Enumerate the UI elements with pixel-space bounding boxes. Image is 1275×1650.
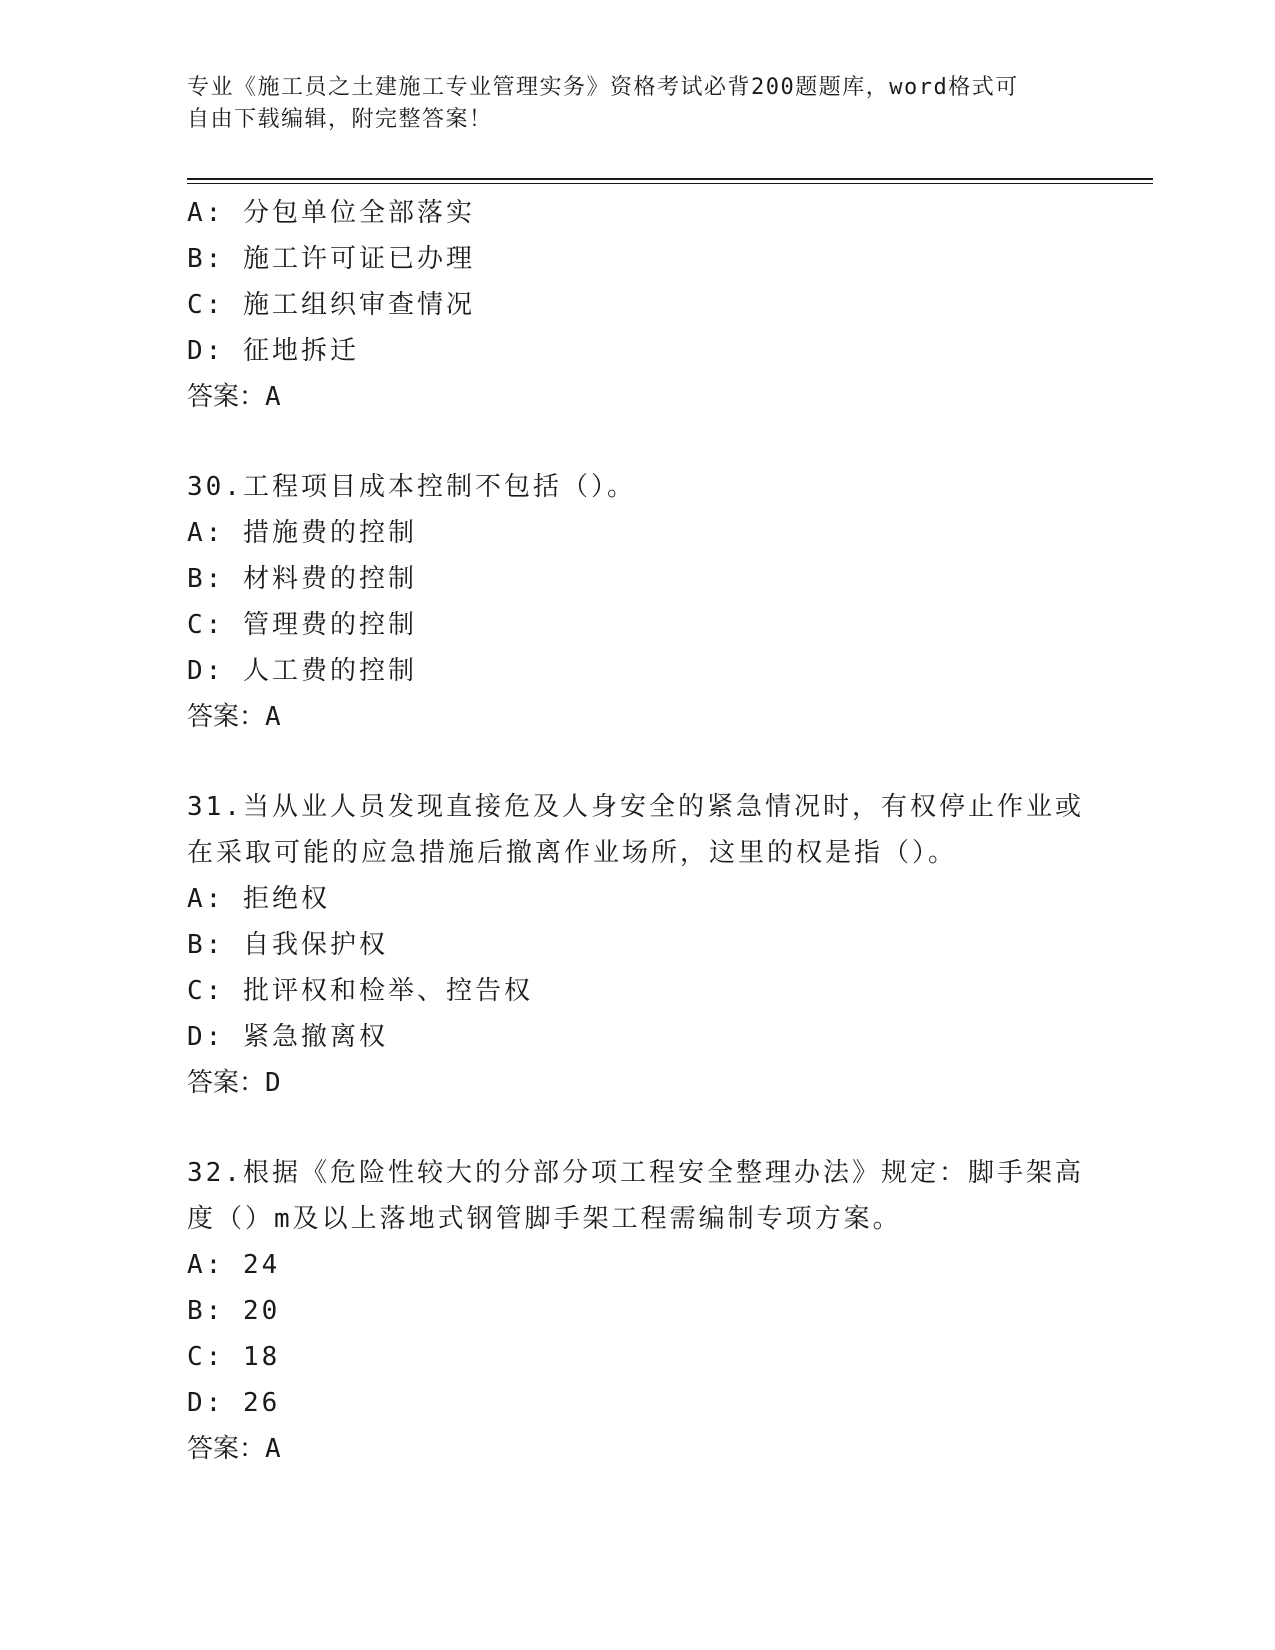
option-a: A: 分包单位全部落实 [187,198,475,228]
question-text-line-2: 在采取可能的应急措施后撤离作业场所，这里的权是指（）。 [187,838,958,868]
option-c: C: 批评权和检举、控告权 [187,976,533,1006]
answer-value: A [265,382,281,412]
question-text-line-1: 31.当从业人员发现直接危及人身安全的紧急情况时，有权停止作业或 [187,792,1084,822]
answer-value: A [265,702,281,732]
answer-label: 答案： [187,1434,266,1464]
question-31 [187,784,1087,1106]
option-b: B: 施工许可证已办理 [187,244,475,274]
header-title-line-2: 自由下载编辑，附完整答案！ [187,107,493,132]
answer-label: 答案： [187,1068,266,1098]
answer-value: A [265,1434,281,1464]
option-a: A: 措施费的控制 [187,518,417,548]
question-spacer [187,420,1087,464]
document-header [187,72,1067,136]
option-c: C: 18 [187,1342,281,1372]
question-spacer [187,740,1087,784]
option-d: D: 征地拆迁 [187,336,359,366]
option-d: D: 紧急撤离权 [187,1022,388,1052]
answer-line [187,374,1087,420]
question-29 [187,190,1087,420]
answer-line [187,1060,1087,1106]
answer-line [187,1426,1087,1472]
question-text: 30.工程项目成本控制不包括（）。 [187,472,636,502]
answer-label: 答案： [187,702,266,732]
question-list [187,190,1087,1472]
header-divider-thick [187,178,1153,180]
option-a: A: 拒绝权 [187,884,330,914]
question-spacer [187,1106,1087,1150]
option-d: D: 人工费的控制 [187,656,417,686]
question-text-line-1: 32.根据《危险性较大的分部分项工程安全整理办法》规定：脚手架高 [187,1158,1084,1188]
option-b: B: 20 [187,1296,281,1326]
option-c: C: 管理费的控制 [187,610,417,640]
question-30 [187,464,1087,740]
answer-line [187,694,1087,740]
option-b: B: 自我保护权 [187,930,388,960]
option-c: C: 施工组织审查情况 [187,290,475,320]
answer-value: D [265,1068,281,1098]
option-b: B: 材料费的控制 [187,564,417,594]
question-text-line-2: 度（）m及以上落地式钢管脚手架工程需编制专项方案。 [187,1204,902,1234]
header-divider-thin [187,183,1153,184]
option-a: A: 24 [187,1250,281,1280]
answer-label: 答案： [187,382,266,412]
option-d: D: 26 [187,1388,281,1418]
question-32 [187,1150,1087,1472]
header-title-line-1: 专业《施工员之土建施工专业管理实务》资格考试必背200题题库，word格式可 [187,75,1019,100]
